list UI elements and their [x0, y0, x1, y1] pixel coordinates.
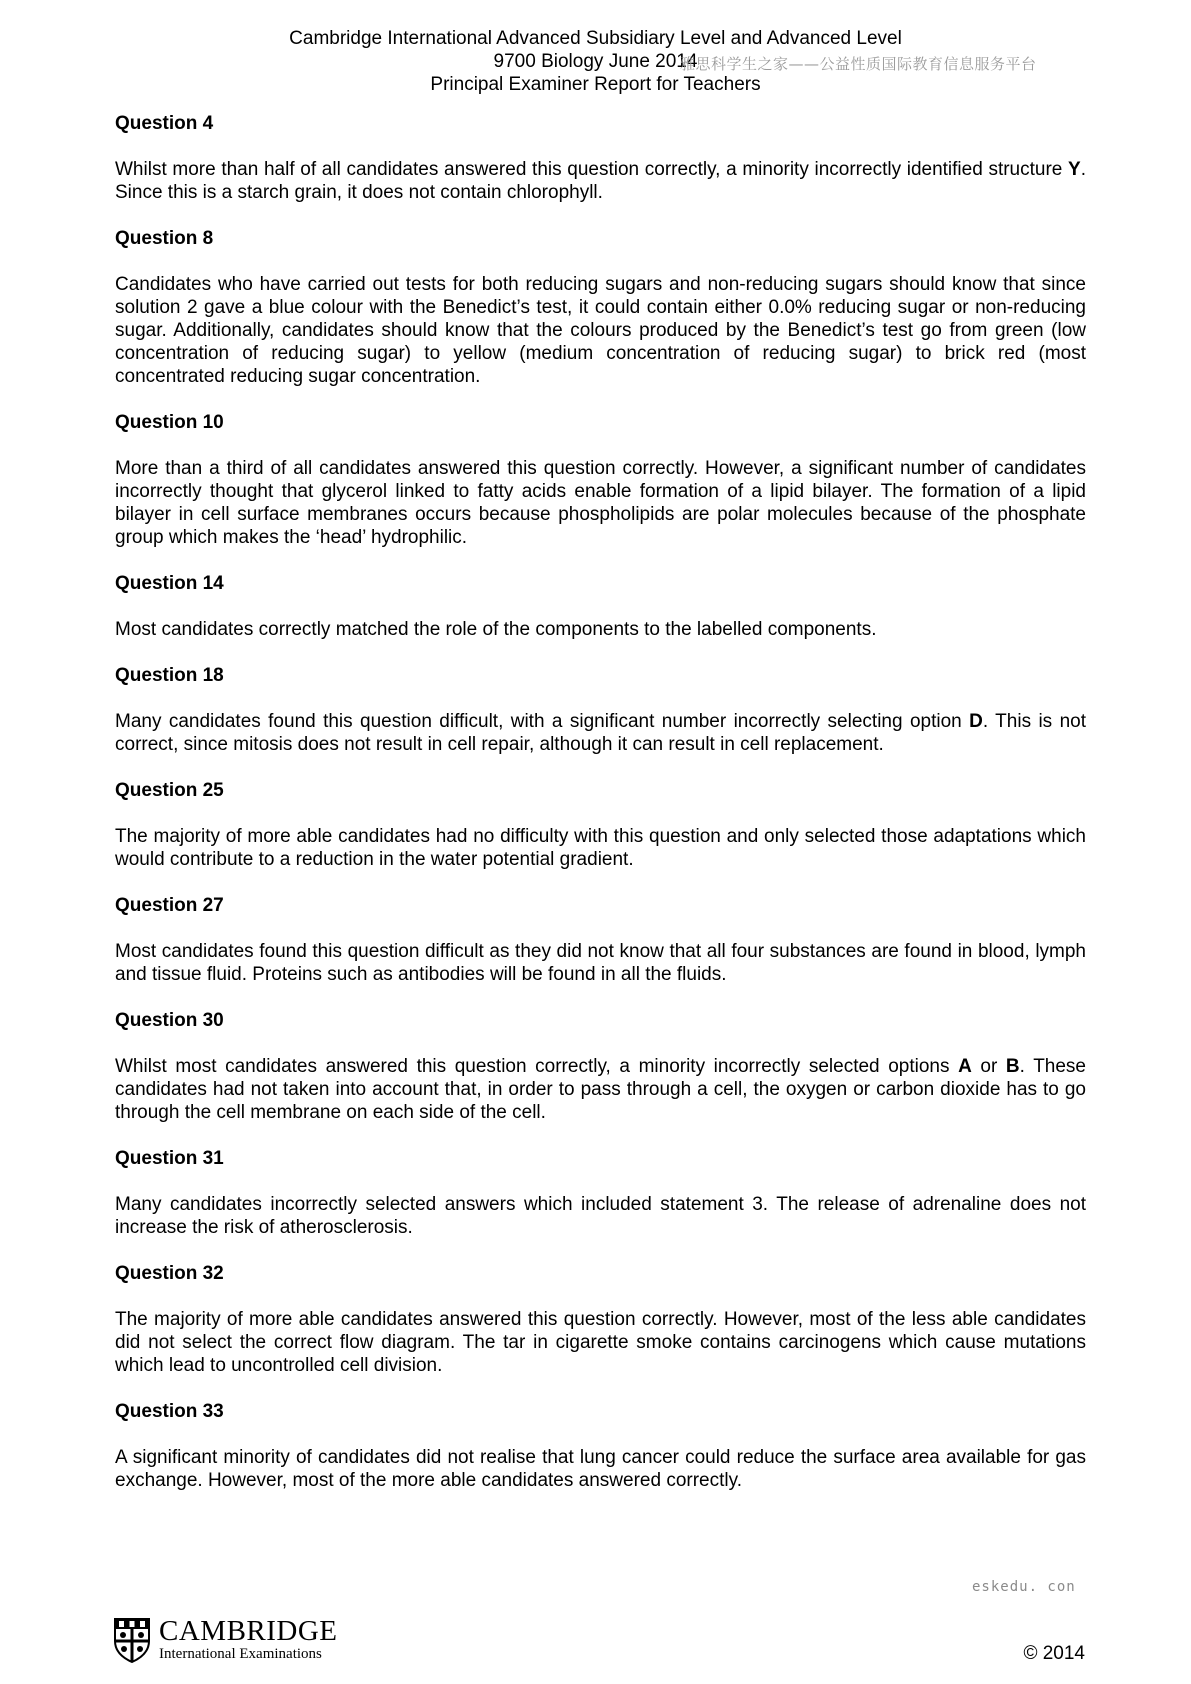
- header-syllabus: 9700 Biology June 2014: [493, 51, 698, 72]
- question-comment: Many candidates incorrectly selected answers which included statement 3. The release of adrenaline does not increase the risk of atherosclerosis.: [115, 1194, 1086, 1238]
- question-comment: The majority of more able candidates answered this question correctly. However, most of the less able candidates did not select the correct flow diagram. The tar in cigarette smoke contains carcinogens which cause mutations which lead to uncontrolled cell division.: [115, 1309, 1086, 1376]
- question-comment: Most candidates correctly matched the role of the components to the labelled components.: [115, 619, 877, 640]
- copyright-notice: © 2014: [1023, 1643, 1085, 1664]
- logo-subtitle: International Examinations: [159, 1646, 322, 1662]
- question-comment: Whilst most candidates answered this question correctly, a minority incorrectly selected options A or B. These candidates had not taken into account that, in order to pass through a cell, the oxygen or carbon dioxide has to go through the cell membrane on each side of the cell.: [115, 1056, 1086, 1123]
- logo-name: CAMBRIDGE: [159, 1615, 338, 1647]
- question-comment: Most candidates found this question difficult as they did not know that all four substances are found in blood, lymph and tissue fluid. Proteins such as antibodies will be found in all the fluids.: [115, 941, 1086, 985]
- cambridge-shield-icon: [113, 1617, 151, 1663]
- question-heading: Question 4: [115, 113, 214, 134]
- question-heading: Question 30: [115, 1010, 224, 1031]
- question-heading: Question 25: [115, 780, 224, 801]
- header-report-title: Principal Examiner Report for Teachers: [430, 74, 761, 95]
- question-heading: Question 33: [115, 1401, 224, 1422]
- question-comment: Candidates who have carried out tests for both reducing sugars and non-reducing sugars should know that since solution 2 gave a blue colour with the Benedict’s test, it could contain either 0.0% reducing sugar or non-reducing sugar. Additionally, candidates should know that the colours produced by the Benedict’s test go from green (low concentration of reducing sugar) to yellow (medium concentration of reducing sugar) to brick red (most concentrated reducing sugar concentration.: [115, 274, 1086, 387]
- header-qualification: Cambridge International Advanced Subsidiary Level and Advanced Level: [289, 28, 902, 49]
- question-heading: Question 31: [115, 1148, 224, 1169]
- question-heading: Question 8: [115, 228, 214, 249]
- watermark: 雅思科学生之家——公益性质国际教育信息服务平台: [680, 55, 1037, 73]
- footer-site-text: eskedu. con: [972, 1579, 1076, 1595]
- question-comment: A significant minority of candidates did not realise that lung cancer could reduce the surface area available for gas exchange. However, most of the more able candidates answered correctly.: [115, 1447, 1086, 1491]
- question-heading: Question 32: [115, 1263, 224, 1284]
- question-comment: Whilst more than half of all candidates answered this question correctly, a minority incorrectly identified structure Y. Since this is a starch grain, it does not contain chlorophyll.: [115, 159, 1086, 203]
- question-heading: Question 10: [115, 412, 224, 433]
- question-comment: The majority of more able candidates had no difficulty with this question and only selected those adaptations which would contribute to a reduction in the water potential gradient.: [115, 826, 1086, 870]
- question-heading: Question 14: [115, 573, 224, 594]
- cambridge-logo: [113, 1617, 338, 1663]
- question-comment: More than a third of all candidates answered this question correctly. However, a significant number of candidates incorrectly thought that glycerol linked to fatty acids enable formation of a lipid bilayer. The formation of a lipid bilayer in cell surface membranes occurs because phospholipids are polar molecules because of the phosphate group which makes the ‘head’ hydrophilic.: [115, 458, 1086, 548]
- question-heading: Question 18: [115, 665, 224, 686]
- question-heading: Question 27: [115, 895, 224, 916]
- question-comment: Many candidates found this question difficult, with a significant number incorrectly selecting option D. This is not correct, since mitosis does not result in cell repair, although it can result in cell replacement.: [115, 711, 1086, 755]
- report-body: [115, 112, 1086, 1515]
